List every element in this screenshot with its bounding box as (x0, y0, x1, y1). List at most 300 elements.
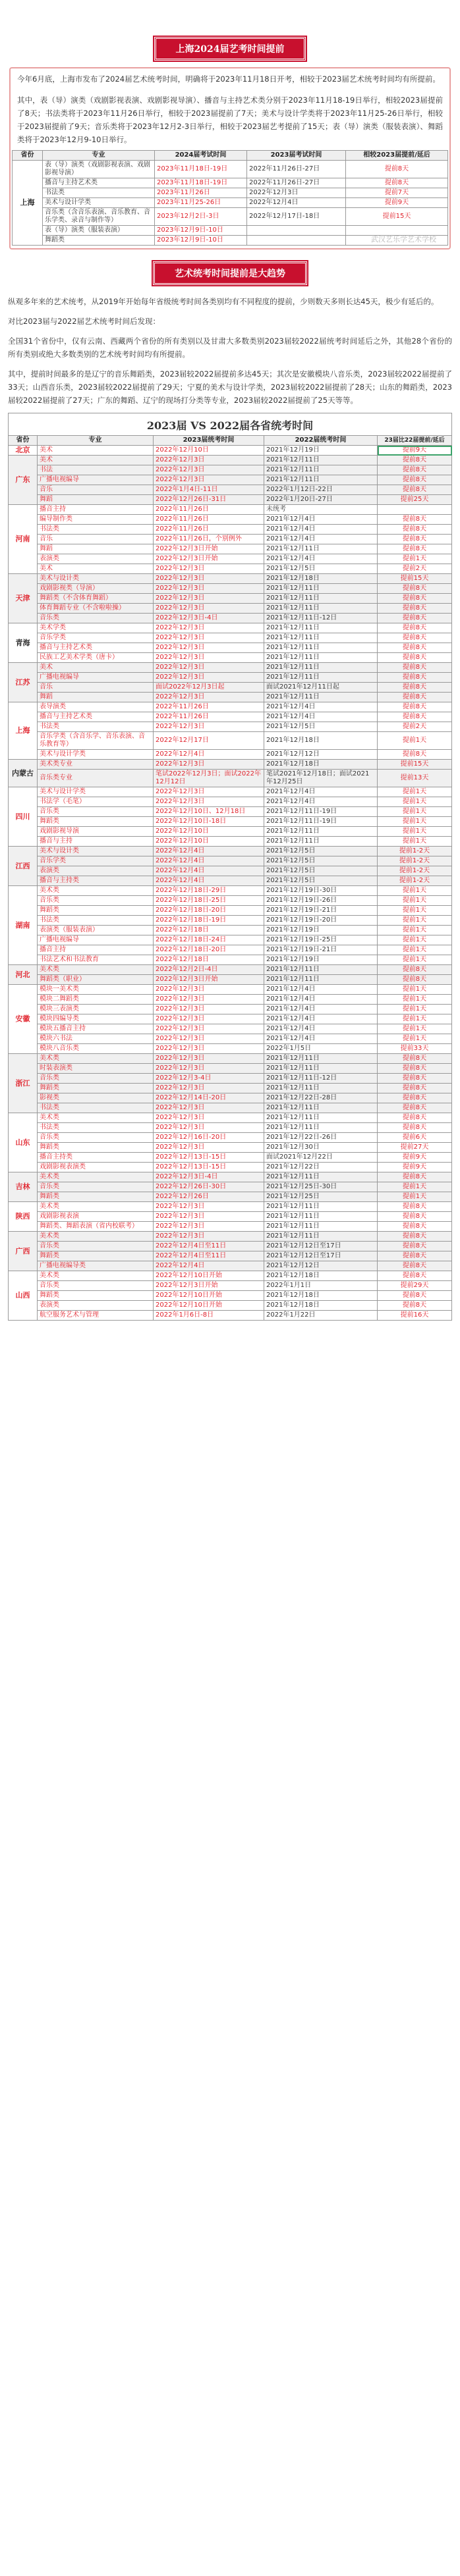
time-2023-cell: 2022年12月3日 (154, 995, 264, 1005)
table-row (9, 866, 452, 876)
major-cell: 表导演类 (38, 702, 154, 712)
table-row (9, 614, 452, 623)
section2-paragraph: 其中，提前时间最多的是辽宁的音乐舞蹈类，2023届较2022届提前多达45天；其次是安徽模块八音乐类，2023届较2022届提前了33天；山西音乐类，2023届较2022届提前了29天；宁夏的美术与设计学类，2023届较2022届提前了28天；山东的舞蹈类，2023届较2022届提前了27天；广东的舞蹈、辽宁的现场打分类等专业，2023届较2022届提前了25天等等。 (8, 369, 452, 405)
time-2022-cell: 2022年1月22日 (264, 1311, 378, 1321)
delta-cell: 提前8天 (378, 1202, 452, 1212)
time-2022-cell: 2021年12月4日 (264, 515, 378, 525)
major-cell: 美术 (38, 564, 154, 574)
time-2023-cell: 2022年12月3日 (154, 693, 264, 702)
delta-cell: 提前8天 (378, 1074, 452, 1084)
time-2022-cell: 2021年12月4日 (264, 554, 378, 564)
time-2022-cell: 2021年12月5日 (264, 866, 378, 876)
time-2023-cell: 2022年12月3日 (154, 623, 264, 633)
time-2023-cell: 2022年12月3日 (154, 594, 264, 604)
time-2022-cell: 2021年12月19日-25日 (264, 935, 378, 945)
major-cell: 模块四编导类 (38, 1014, 154, 1024)
table-row (9, 623, 452, 633)
time-2023-cell: 2022年11月26日 (154, 702, 264, 712)
table-row (9, 446, 452, 456)
major-cell: 表演类 (38, 866, 154, 876)
section1-banner (0, 0, 460, 67)
time-2023-cell: 2022年12月18日-20日 (154, 945, 264, 955)
time-2023-cell: 2022年12月3日开始 (154, 554, 264, 564)
delta-cell: 提前1天 (378, 985, 452, 995)
table-row (9, 1281, 452, 1291)
major-cell: 舞蹈类 (38, 817, 154, 827)
time-2022-cell: 2021年12月11日 (264, 1232, 378, 1242)
delta-cell: 提前1天 (378, 916, 452, 926)
table-row (9, 663, 452, 673)
table-row (9, 896, 452, 906)
major-cell: 美术类 (38, 1202, 154, 1212)
major-cell: 播音与主持类 (38, 876, 154, 886)
major-cell: 美术类 (38, 1271, 154, 1281)
time-2023-cell: 2022年12月2日-4日 (154, 965, 264, 975)
delta-cell: 提前8天 (378, 1084, 452, 1093)
time-2022-cell: 2021年12月18日 (264, 732, 378, 750)
major-cell: 播音主持 (38, 505, 154, 515)
time-2023-cell: 2022年12月3日 (154, 787, 264, 797)
time-2022-cell: 2021年12月4日 (264, 1014, 378, 1024)
table-row (9, 1182, 452, 1192)
delta-cell: 提前8天 (378, 1123, 452, 1133)
major-cell: 戏剧影视表演类 (38, 1163, 154, 1172)
table-row (9, 876, 452, 886)
time-2022-cell: 2021年12月11日 (264, 604, 378, 614)
delta-cell: 提前8天 (378, 1103, 452, 1113)
province-cell: 山东 (9, 1113, 38, 1172)
time-2023-cell: 2022年12月3日 (154, 1044, 264, 1054)
delta-cell: 提前1天 (378, 1182, 452, 1192)
table-row (9, 1232, 452, 1242)
time-2022-cell: 2021年12月12日 (264, 750, 378, 760)
time-2022-cell: 2021年12月11日 (264, 1123, 378, 1133)
table-row (9, 693, 452, 702)
delta-cell: 提前8天 (378, 584, 452, 594)
time-2022-cell: 2021年12月22日 (264, 1163, 378, 1172)
time-2023-cell: 2022年12月3日 (154, 1222, 264, 1232)
major-cell: 模块八音乐类 (38, 1044, 154, 1054)
table-row (9, 1133, 452, 1143)
table-row (13, 161, 448, 178)
time-2022-cell: 2021年12月4日 (264, 702, 378, 712)
table-row (9, 1192, 452, 1202)
table-row (9, 750, 452, 760)
table-row (9, 1113, 452, 1123)
delta-cell: 提前9天 (378, 1163, 452, 1172)
table1-header: 专业 (43, 151, 155, 161)
time-2022-cell: 2021年12月4日 (264, 985, 378, 995)
time-2023-cell: 2022年11月26日-27日 (247, 161, 346, 178)
table-row (9, 975, 452, 985)
table-row (9, 1005, 452, 1014)
time-2022-cell: 2022年1月1日 (264, 1281, 378, 1291)
delta-cell: 提前1天 (378, 807, 452, 817)
delta-cell: 提前1-2天 (378, 856, 452, 866)
time-2024-cell: 2023年11月18日-19日 (155, 178, 247, 188)
major-cell: 美术 (38, 446, 154, 456)
time-2024-cell: 2023年11月18日-19日 (155, 161, 247, 178)
time-2023-cell: 2022年12月10日开始 (154, 1291, 264, 1301)
table2-header: 省份 (9, 436, 38, 446)
table-row (9, 653, 452, 663)
major-cell: 舞蹈类（不含体育舞蹈） (38, 594, 154, 604)
time-2023-cell: 2022年12月18日-19日 (154, 916, 264, 926)
time-2023-cell: 2022年12月3日 (154, 797, 264, 807)
table-row (9, 1044, 452, 1054)
time-2023-cell: 2022年11月26日 (154, 525, 264, 535)
province-cell: 广西 (9, 1232, 38, 1271)
delta-cell: 提前8天 (378, 712, 452, 722)
major-cell: 舞蹈类 (38, 1291, 154, 1301)
table-row (9, 916, 452, 926)
major-cell: 书法类 (43, 188, 155, 198)
watermark-text: 武汉艺乐学艺术学校 (371, 235, 436, 244)
delta-cell: 提前1天 (378, 896, 452, 906)
delta-cell: 提前8天 (378, 544, 452, 554)
table-row (9, 594, 452, 604)
time-2022-cell: 2021年12月12日至17日 (264, 1251, 378, 1261)
time-2023-cell: 2022年12月4日 (154, 866, 264, 876)
time-2022-cell: 2021年12月22日-26日 (264, 1133, 378, 1143)
time-2023-cell: 2022年11月26日-27日 (247, 178, 346, 188)
major-cell: 美术类 (38, 1054, 154, 1064)
major-cell: 美术与设计学类 (38, 750, 154, 760)
time-2022-cell: 2021年12月19日-26日 (264, 896, 378, 906)
table-row (9, 1034, 452, 1044)
major-cell: 播音与主持艺术类 (38, 712, 154, 722)
major-cell: 表演类 (38, 554, 154, 564)
time-2023-cell: 2022年12月10日开始 (154, 1271, 264, 1281)
table-row (9, 1084, 452, 1093)
delta-cell: 提前8天 (378, 1172, 452, 1182)
delta-cell: 提前1天 (378, 797, 452, 807)
delta-cell: 提前8天 (378, 1251, 452, 1261)
time-2022-cell: 2022年1月20日-27日 (264, 495, 378, 505)
time-2022-cell: 2021年12月19日-21日 (264, 906, 378, 916)
table-row (9, 732, 452, 750)
time-2022-cell: 2021年12月5日 (264, 564, 378, 574)
table-row (9, 1123, 452, 1133)
delta-cell: 提前1天 (378, 1024, 452, 1034)
table-row (9, 643, 452, 653)
major-cell: 时装表演类 (38, 1064, 154, 1074)
time-2023-cell: 2022年12月3日 (154, 633, 264, 643)
table-row (9, 525, 452, 535)
section2-paragraph: 纵观多年来的艺术统考，从2019年开始每年省级统考时间各类别均有不同程度的提前，少则数天多则长达45天，极少有延后的。 (8, 297, 439, 306)
comparison-table-wrap (8, 413, 452, 1321)
time-2022-cell: 2021年12月11日 (264, 1172, 378, 1182)
time-2023-cell: 2022年11月26日，个别例外 (154, 535, 264, 544)
time-2022-cell: 2021年12月19日 (264, 926, 378, 935)
major-cell: 舞蹈类 (38, 1251, 154, 1261)
table-row (9, 1163, 452, 1172)
time-2023-cell: 2022年12月26日-31日 (154, 495, 264, 505)
major-cell: 舞蹈类 (43, 236, 155, 246)
major-cell: 美术类 (38, 1172, 154, 1182)
table-row (9, 886, 452, 896)
time-2023-cell: 2022年12月17日 (154, 732, 264, 750)
time-2023-cell: 2022年12月26日 (154, 1192, 264, 1202)
table-row (9, 1014, 452, 1024)
time-2022-cell: 2021年12月19日-30日 (264, 886, 378, 896)
major-cell: 播音与主持艺术类 (43, 178, 155, 188)
time-2023-cell: 2022年12月26日-30日 (154, 1182, 264, 1192)
province-cell: 江西 (9, 847, 38, 886)
table-row (9, 837, 452, 847)
delta-cell: 提前1天 (378, 955, 452, 965)
time-2023-cell: 2022年12月3日 (154, 475, 264, 485)
major-cell: 影视类 (38, 1093, 154, 1103)
time-2022-cell: 2021年12月4日 (264, 1034, 378, 1044)
table-row (9, 465, 452, 475)
time-2023-cell: 2022年12月3日开始 (154, 975, 264, 985)
delta-cell: 提前9天 (378, 446, 452, 456)
time-2023-cell: 2022年12月3日 (154, 760, 264, 770)
time-2022-cell: 面试2021年12月22日 (264, 1153, 378, 1163)
major-cell: 美术与设计类 (38, 574, 154, 584)
delta-cell: 提前8天 (378, 965, 452, 975)
time-2023-cell: 2022年12月3日 (154, 1084, 264, 1093)
delta-cell: 提前1天 (378, 817, 452, 827)
province-cell: 安徽 (9, 985, 38, 1054)
province-cell: 浙江 (9, 1054, 38, 1113)
delta-cell: 提前8天 (378, 1291, 452, 1301)
major-cell: 音乐类 (38, 1182, 154, 1192)
time-2022-cell: 2021年12月11日 (264, 975, 378, 985)
table-row (9, 712, 452, 722)
time-2023-cell: 2022年12月3日 (154, 1143, 264, 1153)
table1-header: 2024届考试时间 (155, 151, 247, 161)
delta-cell: 提前1-2天 (378, 866, 452, 876)
major-cell: 舞蹈 (38, 693, 154, 702)
time-2022-cell: 未统考 (264, 505, 378, 515)
time-2022-cell: 2021年12月11日 (264, 456, 378, 465)
delta-cell: 提前8天 (378, 515, 452, 525)
major-cell: 音乐类 (38, 1281, 154, 1291)
time-2022-cell: 2021年12月4日 (264, 1005, 378, 1014)
major-cell: 美术类专业 (38, 760, 154, 770)
table-row (9, 1093, 452, 1103)
table-row (9, 535, 452, 544)
time-2023-cell: 面试2022年12月3日起 (154, 683, 264, 693)
table-row (9, 485, 452, 495)
time-2024-cell: 2023年11月26日 (155, 188, 247, 198)
major-cell: 书法艺术和书法教育 (38, 955, 154, 965)
province-cell: 湖南 (9, 886, 38, 965)
major-cell: 美术 (38, 663, 154, 673)
delta-cell: 提前8天 (378, 1242, 452, 1251)
table2-header: 2022届统考时间 (264, 436, 378, 446)
time-2022-cell: 2021年12月4日 (264, 995, 378, 1005)
table1-header: 相较2023届提前/延后 (346, 151, 448, 161)
delta-cell: 提前8天 (378, 594, 452, 604)
delta-cell: 提前8天 (378, 1232, 452, 1242)
major-cell: 体育舞蹈专业（不含啦啦操） (38, 604, 154, 614)
major-cell: 音乐类 (38, 1074, 154, 1084)
major-cell: 书法学（毛笔） (38, 797, 154, 807)
delta-cell: 提前8天 (378, 702, 452, 712)
time-2023-cell: 2022年12月13日-15日 (154, 1153, 264, 1163)
time-2022-cell: 2021年12月4日 (264, 797, 378, 807)
time-2023-cell: 2022年12月18日-20日 (154, 906, 264, 916)
time-2023-cell: 2022年12月3日 (154, 673, 264, 683)
time-2022-cell: 2021年12月11日 (264, 1084, 378, 1093)
table-row (9, 965, 452, 975)
table-row (9, 787, 452, 797)
time-2022-cell: 2021年12月11日-12日 (264, 1074, 378, 1084)
delta-cell: 提前8天 (378, 1301, 452, 1311)
time-2023-cell: 2022年12月3日 (154, 564, 264, 574)
time-2022-cell: 2021年12月11日 (264, 1054, 378, 1064)
delta-cell: 提前8天 (378, 1093, 452, 1103)
time-2023-cell: 2022年12月18日-29日 (154, 886, 264, 896)
major-cell: 书法类 (38, 722, 154, 732)
section1-para1: 今年6月底，上海市发布了2024届艺术统考时间，明确将于2023年11月18日开考，相较于2023届艺术统考时间均有所提前。 (17, 74, 440, 84)
table-row (9, 495, 452, 505)
shanghai-2024-table (12, 150, 448, 246)
delta-cell: 提前8天 (378, 475, 452, 485)
time-2023-cell: 2022年12月17日-18日 (247, 208, 346, 226)
table-row (13, 208, 448, 226)
time-2022-cell: 2021年12月4日 (264, 525, 378, 535)
time-2023-cell: 2022年12月3日 (154, 1103, 264, 1113)
major-cell: 舞蹈 (38, 544, 154, 554)
table-row (9, 955, 452, 965)
section1-para2: 其中，表（导）演类（戏剧影视表演、戏剧影视导演）、播音与主持艺术类分别于2023年11月18-19日举行，相较2023届提前了8天；书法类将于2023年11月26日举行，相较于2023届提前了7天；美术与设计学类将于2023年11月25-26日举行，相较于2023届提前了9天；音乐类将于2023年12月2-3日举行，相较于2023届艺考提前了15天；表（导）演类（服装表演）、舞蹈类将于2023年12月9-10日举行。 (17, 95, 443, 144)
major-cell: 广播电视编导类 (38, 1261, 154, 1271)
table-row (9, 1153, 452, 1163)
major-cell: 舞蹈类（职业） (38, 975, 154, 985)
table-row (9, 1143, 452, 1153)
delta-cell: 提前8天 (378, 750, 452, 760)
time-2023-cell: 2022年12月3日-4日 (154, 1172, 264, 1182)
table-row (9, 584, 452, 594)
delta-cell: 提前8天 (378, 683, 452, 693)
delta-cell: 提前8天 (378, 614, 452, 623)
time-2023-cell: 2022年12月4日 (154, 750, 264, 760)
time-2022-cell: 2021年12月19日 (264, 446, 378, 456)
table-row (9, 1202, 452, 1212)
table-row (9, 574, 452, 584)
time-2022-cell: 2021年12月4日 (264, 787, 378, 797)
time-2023-cell: 2022年12月3日-4日 (154, 614, 264, 623)
time-2023-cell: 2022年12月3日 (154, 1014, 264, 1024)
table-row (9, 847, 452, 856)
table-row (9, 1103, 452, 1113)
time-2023-cell: 2022年11月26日 (154, 712, 264, 722)
time-2022-cell: 2021年12月11日 (264, 1202, 378, 1212)
table-row (9, 722, 452, 732)
time-2022-cell: 2021年12月11日 (264, 1222, 378, 1232)
major-cell: 美术与设计学类 (43, 198, 155, 208)
delta-cell: 提前1天 (378, 1014, 452, 1024)
major-cell: 模块一美术类 (38, 985, 154, 995)
table-row (9, 770, 452, 787)
time-2023-cell: 2022年12月18日-24日 (154, 935, 264, 945)
delta-cell: 提前8天 (378, 633, 452, 643)
major-cell: 音乐学类（含音乐学、音乐表演、音乐教育等） (38, 732, 154, 750)
delta-cell: 提前8天 (378, 1212, 452, 1222)
table-row (9, 1054, 452, 1064)
time-2023-cell: 2022年12月4日至11日 (154, 1242, 264, 1251)
delta-cell: 提前1天 (378, 837, 452, 847)
delta-cell: 提前8天 (346, 178, 448, 188)
major-cell: 书法类 (38, 1103, 154, 1113)
comparison-table-title: 2023届 VS 2022届各省统考时间 (8, 413, 452, 435)
delta-cell: 提前1天 (378, 1005, 452, 1014)
time-2023-cell: 2022年12月3日 (247, 188, 346, 198)
table-row (9, 1271, 452, 1281)
delta-cell: 提前1天 (378, 995, 452, 1005)
major-cell: 表演类 (38, 1301, 154, 1311)
major-cell: 音乐 (38, 485, 154, 495)
time-2023-cell: 2022年12月3日 (154, 722, 264, 732)
delta-cell: 提前8天 (378, 673, 452, 683)
time-2023-cell: 2022年12月13日-15日 (154, 1163, 264, 1172)
table-row (13, 198, 448, 208)
major-cell: 音乐学类 (38, 633, 154, 643)
time-2022-cell: 2021年12月11日 (264, 623, 378, 633)
time-2023-cell: 2022年12月10日 (154, 827, 264, 837)
time-2023-cell: 2022年12月3日开始 (154, 544, 264, 554)
major-cell: 戏剧影视类（导演） (38, 584, 154, 594)
table-row (9, 856, 452, 866)
delta-cell (378, 505, 452, 515)
time-2022-cell: 2021年12月5日 (264, 847, 378, 856)
delta-cell: 提前8天 (378, 1113, 452, 1123)
time-2023-cell: 2022年12月4日 (154, 856, 264, 866)
delta-cell: 提前8天 (378, 604, 452, 614)
delta-cell: 提前1天 (378, 926, 452, 935)
time-2022-cell: 2021年12月11日 (264, 1212, 378, 1222)
time-2022-cell: 面试2021年12月11日起 (264, 683, 378, 693)
time-2023-cell: 2022年12月3日 (154, 1064, 264, 1074)
time-2022-cell: 2021年12月25日-30日 (264, 1182, 378, 1192)
table-row (9, 995, 452, 1005)
delta-cell: 提前8天 (378, 1271, 452, 1281)
time-2023-cell: 2022年12月3日 (154, 465, 264, 475)
delta-cell: 提前9天 (378, 1153, 452, 1163)
table-row (9, 1242, 452, 1251)
major-cell: 舞蹈类 (38, 1084, 154, 1093)
time-2022-cell: 笔试2021年12月18日；面试2021年12月25日 (264, 770, 378, 787)
delta-cell: 提前1-2天 (378, 876, 452, 886)
province-cell: 河南 (9, 505, 38, 574)
major-cell: 民族工艺美术学类（唐卡） (38, 653, 154, 663)
major-cell: 戏剧影视表演 (38, 1212, 154, 1222)
delta-cell: 提前16天 (378, 1311, 452, 1321)
delta-cell: 提前2天 (378, 722, 452, 732)
delta-cell: 提前1-2天 (378, 847, 452, 856)
delta-cell: 提前8天 (378, 1054, 452, 1064)
time-2023-cell (247, 236, 346, 246)
time-2022-cell: 2021年12月11日 (264, 1103, 378, 1113)
time-2023-cell: 2022年12月3日 (154, 1123, 264, 1133)
time-2023-cell: 2022年12月4日 (154, 847, 264, 856)
table-row (9, 1024, 452, 1034)
time-2022-cell: 2021年12月30日 (264, 1143, 378, 1153)
major-cell: 书法类 (38, 525, 154, 535)
major-cell: 播音与主持 (38, 837, 154, 847)
province-cell: 河北 (9, 965, 38, 985)
major-cell: 表（导）演类（戏剧影视表演、戏剧影视导演） (43, 161, 155, 178)
time-2023-cell: 2022年11月26日 (154, 515, 264, 525)
time-2023-cell: 2022年1月6日-8日 (154, 1311, 264, 1321)
major-cell: 音乐类 (38, 1133, 154, 1143)
table2-header: 23届比22届提前/延后 (378, 436, 452, 446)
delta-cell: 提前8天 (378, 975, 452, 985)
